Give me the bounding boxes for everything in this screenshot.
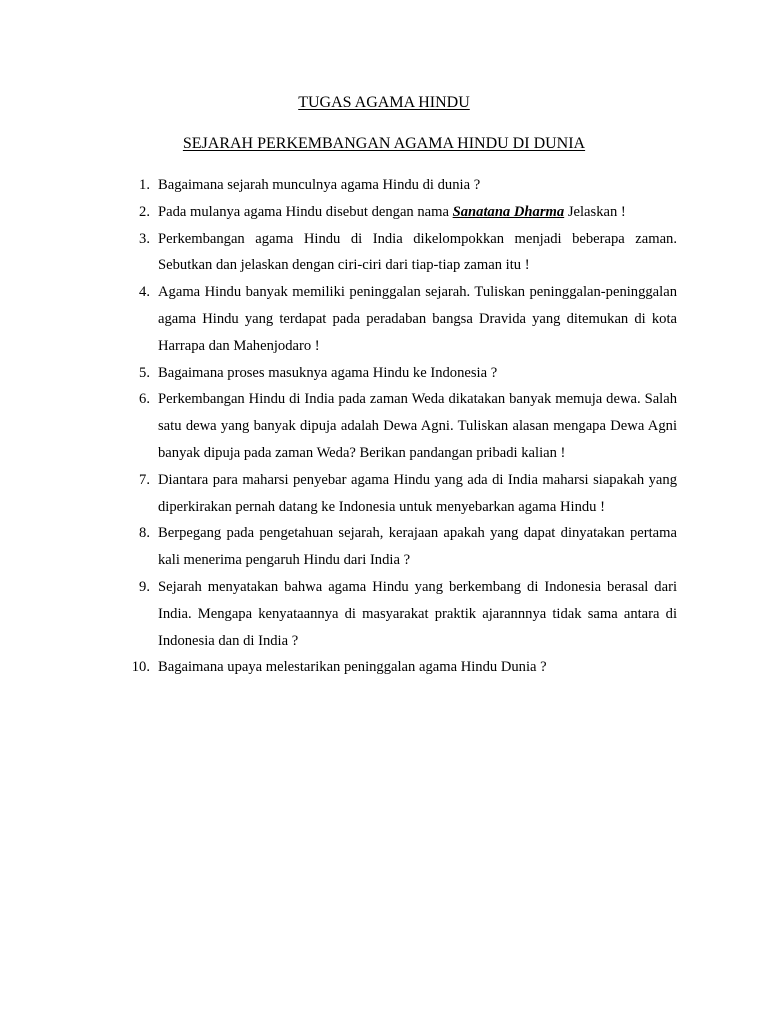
question-number: 9. xyxy=(139,578,150,595)
question-item-6 xyxy=(0,386,677,466)
question-item-4 xyxy=(0,279,677,359)
question-item-3 xyxy=(0,226,677,280)
question-text xyxy=(158,204,626,220)
question-item-10 xyxy=(0,654,677,681)
question-number: 1. xyxy=(139,177,150,193)
emphasized-term: Sanatana Dharma xyxy=(452,203,565,220)
question-text-before: Pada mulanya agama Hindu disebut dengan nama xyxy=(158,203,453,220)
question-item-7 xyxy=(0,467,677,521)
question-item-8 xyxy=(0,520,677,574)
question-number: 8. xyxy=(139,525,150,542)
question-text: Sejarah menyatakan bahwa agama Hindu yang berkembang di Indonesia berasal dari India. Mengapa kenyataannya di masyarakat praktik ajarannnya tidak sama antara di Indonesia dan di India ? xyxy=(158,578,677,649)
question-text: Diantara para maharsi penyebar agama Hindu yang ada di India maharsi siapakah yang diperkirakan pernah datang ke Indonesia untuk menyebarkan agama Hindu ! xyxy=(158,471,677,515)
question-item-5 xyxy=(0,360,677,387)
question-text: Agama Hindu banyak memiliki peninggalan sejarah. Tuliskan peninggalan-peninggalan agama Hindu yang terdapat pada peradaban bangsa Dravida yang ditemukan di kota Harrapa dan Mahenjodaro ! xyxy=(158,284,677,354)
question-text: Perkembangan Hindu di India pada zaman Weda dikatakan banyak memuja dewa. Salah satu dewa yang banyak dipuja adalah Dewa Agni. Tuliskan alasan mengapa Dewa Agni banyak dipuja pada zaman Weda? Berikan pandangan pribadi kalian ! xyxy=(158,391,677,461)
question-number: 4. xyxy=(139,284,150,301)
question-text: Perkembangan agama Hindu di India dikelompokkan menjadi beberapa zaman. Sebutkan dan jelaskan dengan ciri-ciri dari tiap-tiap zaman itu ! xyxy=(158,230,677,274)
question-text: Bagaimana upaya melestarikan peninggalan agama Hindu Dunia ? xyxy=(158,659,547,676)
question-number: 6. xyxy=(139,391,150,408)
document-title: TUGAS AGAMA HINDU xyxy=(298,94,470,111)
question-number: 10. xyxy=(131,659,150,676)
question-number: 2. xyxy=(139,203,150,220)
question-number: 7. xyxy=(139,471,150,488)
question-text: Bagaimana proses masuknya agama Hindu ke Indonesia ? xyxy=(158,364,498,381)
question-number: 5. xyxy=(139,364,150,381)
question-list xyxy=(0,172,768,681)
question-text: Berpegang pada pengetahuan sejarah, kerajaan apakah yang dapat dinyatakan pertama kali menerima pengaruh Hindu dari India ? xyxy=(158,525,677,569)
question-item-1 xyxy=(0,172,677,199)
question-text-after: Jelaskan ! xyxy=(564,203,626,220)
question-item-2 xyxy=(0,199,677,226)
question-text: Bagaimana sejarah munculnya agama Hindu di dunia ? xyxy=(158,177,481,193)
document-subtitle: SEJARAH PERKEMBANGAN AGAMA HINDU DI DUNIA xyxy=(182,135,586,152)
question-item-9 xyxy=(0,574,677,654)
question-number: 3. xyxy=(139,230,150,247)
